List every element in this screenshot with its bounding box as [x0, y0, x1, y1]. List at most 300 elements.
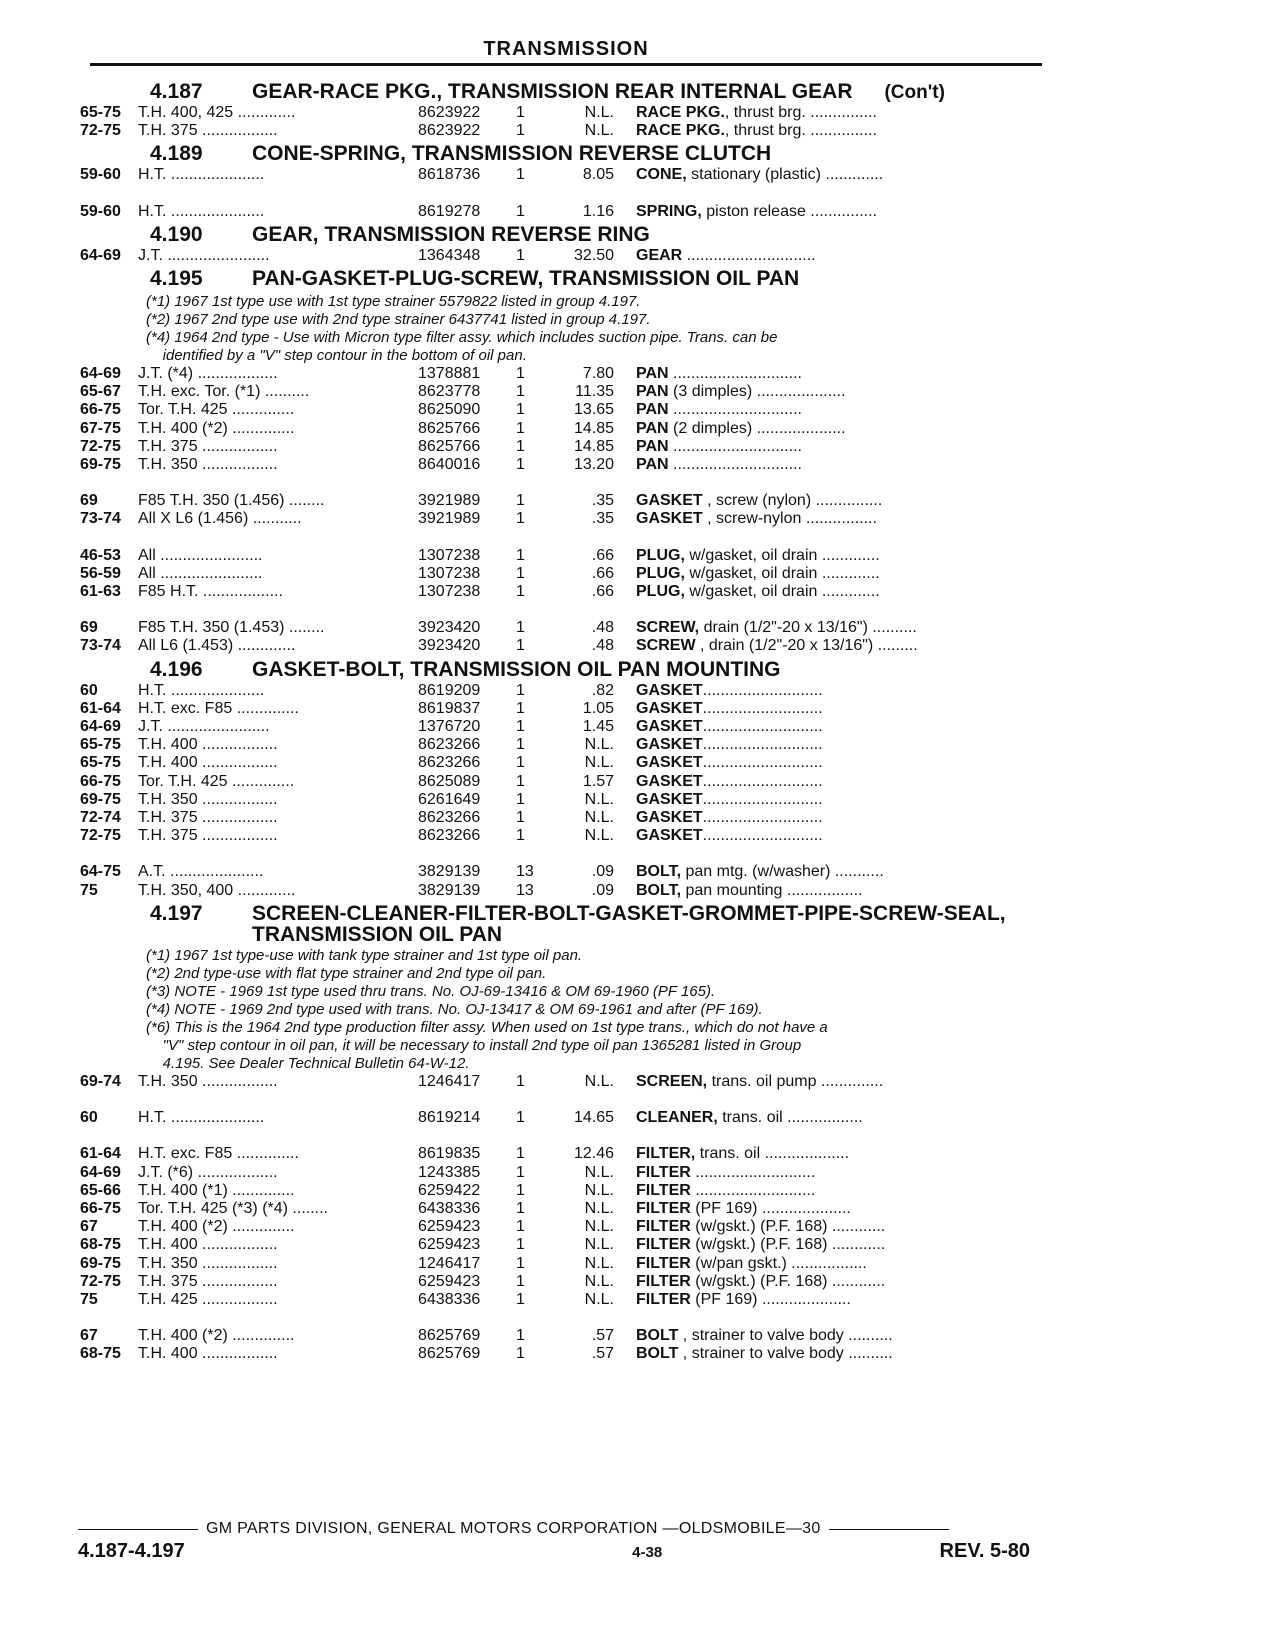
part-description — [636, 401, 986, 419]
part-row — [80, 166, 1050, 184]
part-detail: ........................... — [702, 736, 823, 754]
part-group — [80, 863, 1050, 899]
model-years: 72-75 — [80, 122, 121, 140]
price: N.L. — [584, 809, 614, 827]
quantity: 1 — [516, 122, 525, 140]
part-description — [636, 104, 986, 122]
price: .48 — [591, 619, 614, 637]
model-years: 75 — [80, 881, 98, 899]
part-row — [80, 401, 1050, 419]
model-years: 65-75 — [80, 736, 121, 754]
model-years: 72-75 — [80, 437, 121, 455]
model-years: 64-69 — [80, 718, 121, 736]
model-years: 66-75 — [80, 772, 121, 790]
price: N.L. — [584, 754, 614, 772]
part-row — [80, 547, 1050, 565]
part-name: FILTER — [636, 1199, 691, 1217]
part-row — [80, 700, 1050, 718]
part-group — [80, 1073, 1050, 1091]
part-row — [80, 583, 1050, 601]
quantity: 1 — [516, 202, 525, 220]
part-number: 8623266 — [418, 754, 481, 772]
quantity: 1 — [516, 1109, 525, 1127]
part-description — [636, 438, 986, 456]
section-title-block — [252, 659, 781, 680]
model-years: 69-74 — [80, 1072, 121, 1090]
application: H.T. exc. F85 .............. — [138, 699, 299, 717]
part-detail: pan mtg. (w/washer) ........... — [681, 863, 884, 881]
application: T.H. 400 ................. — [138, 736, 278, 754]
model-years: 61-64 — [80, 699, 121, 717]
part-row — [80, 510, 1050, 528]
footer-corporation: GM PARTS DIVISION, GENERAL MOTORS CORPORATION —OLDSMOBILE—30 — [206, 1520, 821, 1537]
part-description — [636, 547, 986, 565]
part-name: PAN — [636, 401, 669, 419]
quantity: 1 — [516, 637, 525, 655]
section-title-block — [252, 903, 1006, 945]
price: N.L. — [584, 1199, 614, 1217]
part-number: 8625090 — [418, 401, 481, 419]
part-row — [80, 863, 1050, 881]
quantity: 1 — [516, 492, 525, 510]
model-years: 69 — [80, 619, 98, 637]
part-row — [80, 773, 1050, 791]
part-row — [80, 736, 1050, 754]
part-name: BOLT, — [636, 863, 682, 881]
part-description — [636, 420, 986, 438]
part-row — [80, 1218, 1050, 1236]
part-detail: (PF 169) .................... — [690, 1290, 851, 1308]
part-number: 1243385 — [418, 1163, 481, 1181]
part-group — [80, 1327, 1050, 1363]
part-detail: ........................... — [702, 699, 823, 717]
part-description — [636, 583, 986, 601]
part-group — [80, 1109, 1050, 1127]
part-detail: (w/gskt.) (P.F. 168) ............ — [690, 1218, 886, 1236]
part-row — [80, 682, 1050, 700]
part-description — [636, 754, 986, 772]
part-row — [80, 754, 1050, 772]
part-row — [80, 1291, 1050, 1309]
part-name: GASKET — [636, 827, 703, 845]
section-number: 4.190 — [150, 222, 203, 246]
application: T.H. 375 ................. — [138, 827, 278, 845]
part-detail: ........................... — [702, 790, 823, 808]
part-description — [636, 637, 986, 655]
model-years: 56-59 — [80, 564, 121, 582]
part-row — [80, 1345, 1050, 1363]
quantity: 1 — [516, 419, 525, 437]
catalog-section — [80, 267, 1050, 656]
part-detail: ............................. — [668, 437, 802, 455]
part-group — [80, 203, 1050, 221]
part-group — [80, 682, 1050, 846]
part-group — [80, 365, 1050, 474]
part-detail: , screw-nylon ................ — [702, 510, 877, 528]
model-years: 59-60 — [80, 166, 121, 184]
application: All ....................... — [138, 564, 263, 582]
application: F85 H.T. .................. — [138, 583, 283, 601]
application: T.H. 375 ................. — [138, 1272, 278, 1290]
part-number: 3923420 — [418, 637, 481, 655]
part-row — [80, 1236, 1050, 1254]
quantity: 1 — [516, 1254, 525, 1272]
section-title: GEAR-RACE PKG., TRANSMISSION REAR INTERNAL GEAR — [252, 80, 853, 103]
quantity: 1 — [516, 401, 525, 419]
quantity: 13 — [516, 863, 534, 881]
price: N.L. — [584, 104, 614, 121]
part-row — [80, 809, 1050, 827]
application: F85 T.H. 350 (1.453) ........ — [138, 619, 325, 637]
quantity: 1 — [516, 246, 525, 264]
note-line: (*3) NOTE - 1969 1st type used thru trans. No. OJ-69-13416 & OM 69-1960 (PF 165). — [146, 982, 716, 1000]
part-name: SCREW, — [636, 619, 700, 637]
part-description — [636, 247, 986, 265]
part-description — [636, 827, 986, 845]
application: T.H. 350 ................. — [138, 456, 278, 474]
quantity: 1 — [516, 736, 525, 754]
price: .66 — [591, 564, 614, 582]
quantity: 1 — [516, 809, 525, 827]
part-number: 1307238 — [418, 564, 481, 582]
model-years: 66-75 — [80, 401, 121, 419]
part-description — [636, 1273, 986, 1291]
part-description — [636, 510, 986, 528]
part-detail: ........................... — [702, 718, 823, 736]
price: N.L. — [584, 1181, 614, 1199]
part-row — [80, 565, 1050, 583]
price: 14.85 — [573, 437, 614, 455]
application: T.H. 375 ................. — [138, 809, 278, 827]
price: 1.45 — [582, 718, 614, 736]
part-detail: trans. oil ................. — [717, 1109, 863, 1127]
part-row — [80, 438, 1050, 456]
part-name: GASKET — [636, 772, 703, 790]
section-title: GEAR, TRANSMISSION REVERSE RING — [252, 222, 650, 246]
part-row — [80, 1182, 1050, 1200]
price: 1.16 — [582, 202, 614, 220]
part-row — [80, 1255, 1050, 1273]
catalog-section — [80, 658, 1050, 900]
part-name: SCREW — [636, 637, 696, 655]
application: A.T. ..................... — [138, 863, 264, 881]
part-name: PLUG, — [636, 583, 685, 601]
model-years: 61-64 — [80, 1145, 121, 1163]
part-description — [636, 203, 986, 221]
section-notes — [80, 293, 1050, 365]
quantity: 1 — [516, 1181, 525, 1199]
footer-rule-left — [78, 1529, 198, 1530]
part-detail: ............................. — [682, 246, 816, 264]
quantity: 1 — [516, 1145, 525, 1163]
model-years: 68-75 — [80, 1345, 121, 1363]
price: .66 — [591, 546, 614, 564]
part-row — [80, 456, 1050, 474]
model-years: 60 — [80, 681, 98, 699]
application: T.H. 350 ................. — [138, 790, 278, 808]
model-years: 65-75 — [80, 104, 121, 121]
price: 11.35 — [575, 383, 614, 401]
part-number: 8618736 — [418, 166, 481, 184]
part-description — [636, 791, 986, 809]
application: T.H. 400 ................. — [138, 754, 278, 772]
part-description — [636, 1200, 986, 1218]
part-number: 8640016 — [418, 456, 481, 474]
part-number: 3923420 — [418, 619, 481, 637]
model-years: 69-75 — [80, 1254, 121, 1272]
model-years: 67-75 — [80, 419, 121, 437]
part-name: GASKET — [636, 510, 703, 528]
part-number: 8619209 — [418, 681, 481, 699]
part-name: FILTER, — [636, 1145, 696, 1163]
footer-rule-right — [829, 1529, 949, 1530]
page-footer — [78, 1520, 1030, 1563]
part-number: 8619278 — [418, 202, 481, 220]
part-number: 8619837 — [418, 699, 481, 717]
part-name: CONE, — [636, 166, 687, 184]
part-description — [636, 166, 986, 184]
quantity: 1 — [516, 456, 525, 474]
model-years: 60 — [80, 1109, 98, 1127]
note-line: (*6) This is the 1964 2nd type production filter assy. When used on 1st type trans., which do not have a — [146, 1018, 828, 1036]
part-name: GASKET — [636, 754, 703, 772]
price: N.L. — [584, 790, 614, 808]
price: .09 — [591, 881, 614, 899]
part-detail: ............................. — [668, 365, 802, 383]
part-name: SPRING, — [636, 202, 702, 220]
part-detail: (3 dimples) .................... — [668, 383, 846, 401]
part-detail: ........................... — [702, 827, 823, 845]
part-name: FILTER — [636, 1254, 691, 1272]
price: N.L. — [584, 1290, 614, 1308]
section-number: 4.189 — [150, 142, 203, 166]
part-row — [80, 1164, 1050, 1182]
model-years: 65-67 — [80, 383, 121, 401]
model-years: 46-53 — [80, 546, 121, 564]
part-number: 1376720 — [418, 718, 481, 736]
application: T.H. 375 ................. — [138, 437, 278, 455]
section-heading — [80, 142, 1050, 166]
part-name: RACE PKG. — [636, 122, 725, 140]
price: 1.57 — [582, 772, 614, 790]
section-title: GASKET-BOLT, TRANSMISSION OIL PAN MOUNTING — [252, 657, 781, 681]
header-rule — [90, 63, 1042, 66]
application: Tor. T.H. 425 (*3) (*4) ........ — [138, 1199, 328, 1217]
part-detail: ............................. — [668, 401, 802, 419]
part-detail: trans. oil pump .............. — [707, 1072, 884, 1090]
price: N.L. — [584, 1163, 614, 1181]
model-years: 65-75 — [80, 754, 121, 772]
part-detail: , strainer to valve body .......... — [678, 1327, 893, 1345]
part-number: 1307238 — [418, 583, 481, 601]
part-detail: drain (1/2"-20 x 13/16") .......... — [699, 619, 917, 637]
quantity: 1 — [516, 437, 525, 455]
catalog-section — [80, 223, 1050, 265]
part-description — [636, 1073, 986, 1091]
price: 13.20 — [573, 456, 614, 474]
application: H.T. ..................... — [138, 166, 265, 184]
part-name: PAN — [636, 383, 669, 401]
part-row — [80, 247, 1050, 265]
part-number: 3921989 — [418, 492, 481, 510]
part-description — [636, 1291, 986, 1309]
application: H.T. ..................... — [138, 1109, 265, 1127]
page-title: TRANSMISSION — [483, 38, 649, 60]
application: J.T. ....................... — [138, 718, 270, 736]
part-detail: piston release ............... — [701, 202, 877, 220]
part-description — [636, 1236, 986, 1254]
part-number: 6438336 — [418, 1290, 481, 1308]
application: T.H. 400, 425 ............. — [138, 104, 296, 121]
quantity: 1 — [516, 383, 525, 401]
price: 12.46 — [573, 1145, 614, 1163]
part-row — [80, 383, 1050, 401]
quantity: 1 — [516, 1345, 525, 1363]
model-years: 59-60 — [80, 202, 121, 220]
note-line: (*2) 2nd type-use with flat type strainer and 2nd type oil pan. — [146, 964, 547, 982]
part-number: 8625766 — [418, 419, 481, 437]
price: 8.05 — [582, 166, 614, 184]
part-description — [636, 718, 986, 736]
section-notes — [80, 947, 1050, 1073]
part-number: 1378881 — [418, 365, 481, 383]
price: N.L. — [584, 1272, 614, 1290]
part-row — [80, 791, 1050, 809]
section-title: CONE-SPRING, TRANSMISSION REVERSE CLUTCH — [252, 142, 772, 166]
footer-page-number: 4-38 — [632, 1544, 663, 1561]
part-number: 8625769 — [418, 1327, 481, 1345]
part-row — [80, 104, 1050, 122]
part-name: GASKET — [636, 790, 703, 808]
model-years: 69 — [80, 492, 98, 510]
part-description — [636, 1182, 986, 1200]
part-detail: w/gasket, oil drain ............. — [684, 546, 880, 564]
application: T.H. 350 ................. — [138, 1254, 278, 1272]
price: .35 — [591, 492, 614, 510]
quantity: 1 — [516, 166, 525, 184]
application: T.H. 425 ................. — [138, 1290, 278, 1308]
price: 32.50 — [573, 246, 614, 264]
section-title-block — [252, 224, 650, 245]
part-description — [636, 383, 986, 401]
application: All ....................... — [138, 546, 263, 564]
model-years: 67 — [80, 1218, 98, 1236]
model-years: 75 — [80, 1290, 98, 1308]
quantity: 1 — [516, 827, 525, 845]
part-row — [80, 1145, 1050, 1163]
part-name: BOLT — [636, 1345, 679, 1363]
model-years: 65-66 — [80, 1181, 121, 1199]
part-detail: pan mounting ................. — [681, 881, 863, 899]
part-row — [80, 420, 1050, 438]
application: T.H. 350, 400 ............. — [138, 881, 296, 899]
part-name: PAN — [636, 419, 669, 437]
part-group — [80, 104, 1050, 140]
quantity: 1 — [516, 1072, 525, 1090]
part-name: GASKET — [636, 809, 703, 827]
footer-section-range: 4.187-4.197 — [78, 1540, 185, 1562]
part-group — [80, 247, 1050, 265]
part-name: FILTER — [636, 1218, 691, 1236]
part-name: BOLT — [636, 1327, 679, 1345]
part-detail: , thrust brg. ............... — [724, 104, 877, 121]
application: All X L6 (1.456) ........... — [138, 510, 302, 528]
section-heading — [80, 267, 1050, 291]
part-number: 3921989 — [418, 510, 481, 528]
section-title-continued: TRANSMISSION OIL PAN — [252, 922, 503, 946]
part-name: GASKET — [636, 718, 703, 736]
quantity: 1 — [516, 790, 525, 808]
part-name: PLUG, — [636, 546, 685, 564]
part-description — [636, 565, 986, 583]
part-description — [636, 619, 986, 637]
part-detail: (w/gskt.) (P.F. 168) ............ — [690, 1272, 886, 1290]
part-number: 1307238 — [418, 546, 481, 564]
section-number: 4.195 — [150, 267, 203, 291]
part-row — [80, 1327, 1050, 1345]
part-description — [636, 1255, 986, 1273]
price: 14.65 — [573, 1109, 614, 1127]
quantity: 1 — [516, 1236, 525, 1254]
catalog-section — [80, 142, 1050, 220]
price: 1.05 — [582, 699, 614, 717]
section-heading — [80, 902, 1050, 945]
part-name: GASKET — [636, 492, 703, 510]
model-years: 64-75 — [80, 863, 121, 881]
part-number: 8619214 — [418, 1109, 481, 1127]
catalog-section — [80, 80, 1050, 140]
part-name: PAN — [636, 456, 669, 474]
model-years: 67 — [80, 1327, 98, 1345]
part-number: 8625089 — [418, 772, 481, 790]
part-description — [636, 700, 986, 718]
model-years: 61-63 — [80, 583, 121, 601]
part-name: GASKET — [636, 681, 703, 699]
quantity: 1 — [516, 1199, 525, 1217]
price: .82 — [591, 681, 614, 699]
part-group — [80, 1145, 1050, 1309]
quantity: 1 — [516, 619, 525, 637]
part-description — [636, 1164, 986, 1182]
part-number: 8625769 — [418, 1345, 481, 1363]
part-number: 1364348 — [418, 246, 481, 264]
part-description — [636, 122, 986, 140]
section-heading — [80, 658, 1050, 682]
model-years: 72-75 — [80, 827, 121, 845]
price: N.L. — [584, 1236, 614, 1254]
part-number: 6259423 — [418, 1218, 481, 1236]
model-years: 66-75 — [80, 1199, 121, 1217]
part-description — [636, 736, 986, 754]
part-name: RACE PKG. — [636, 104, 725, 121]
price: .48 — [591, 637, 614, 655]
model-years: 73-74 — [80, 510, 121, 528]
part-description — [636, 1345, 986, 1363]
section-heading — [80, 80, 1050, 104]
part-description — [636, 1327, 986, 1345]
model-years: 68-75 — [80, 1236, 121, 1254]
part-name: FILTER — [636, 1272, 691, 1290]
quantity: 1 — [516, 1327, 525, 1345]
section-heading — [80, 223, 1050, 247]
part-name: GASKET — [636, 736, 703, 754]
section-title-block — [252, 81, 852, 102]
quantity: 1 — [516, 583, 525, 601]
part-number: 6438336 — [418, 1199, 481, 1217]
part-name: FILTER — [636, 1290, 691, 1308]
part-number: 6261649 — [418, 790, 481, 808]
part-row — [80, 365, 1050, 383]
